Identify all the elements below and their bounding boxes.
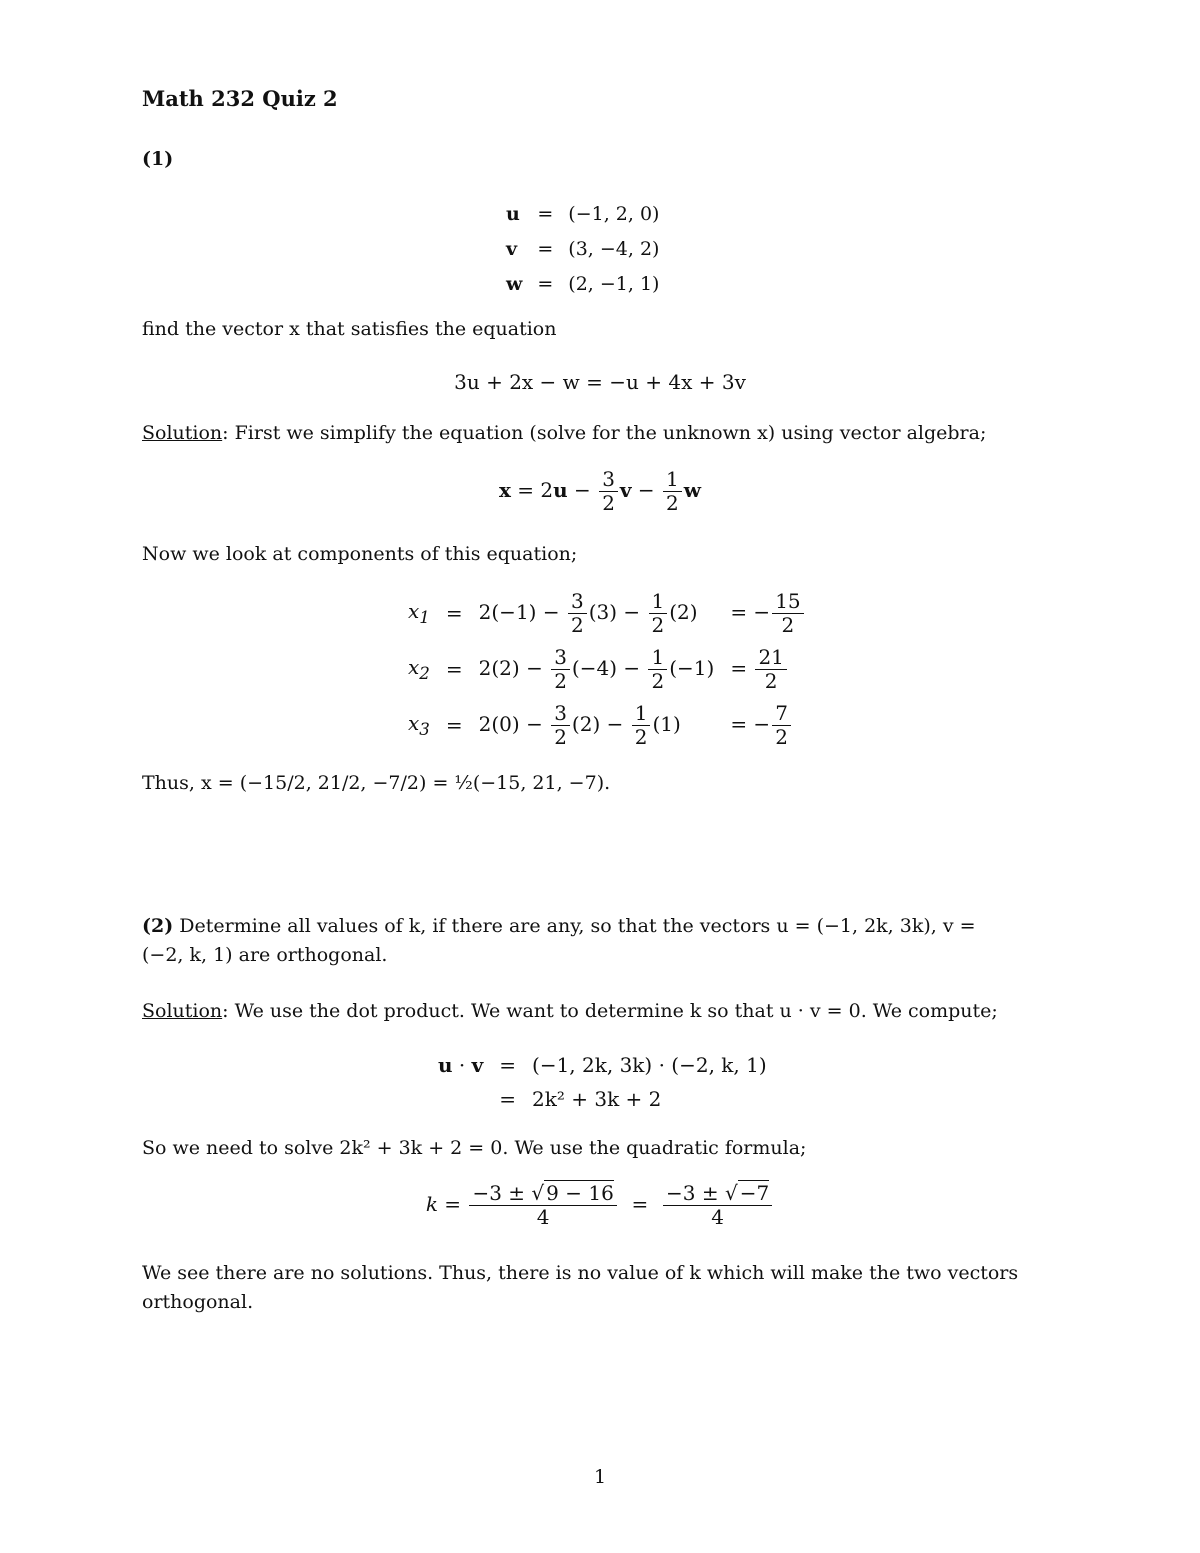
quadratic-formula: k = $\frac{-3 \pm √ 9 - 16}{4}$ = $\frac{-3 \pm √ -7}{4}$ [0, 1182, 1200, 1229]
problem-2-question-cont: (−2, k, 1) are orthogonal. [142, 944, 388, 966]
def-equals: = [537, 272, 554, 295]
problem-1-prompt: find the vector x that satisfies the equation [142, 318, 557, 340]
problem-1-answer: Thus, x = (−15/2, 21/2, −7/2) = ½(−15, 21, −7). [142, 772, 611, 794]
solution-2 [142, 1000, 998, 1022]
conclusion-line-1: We see there are no solutions. Thus, there is no value of k which will make the two vectors [142, 1262, 1019, 1284]
def-equals: = [537, 237, 554, 260]
components-intro: Now we look at components of this equation; [142, 543, 578, 565]
page-title: Math 232 Quiz 2 [142, 86, 338, 111]
dot-line-2: 2k² + 3k + 2 [532, 1087, 662, 1111]
def-lhs-w: w [506, 272, 523, 295]
problem-2-text: Determine all values of k, if there are any, so that the vectors u = (−1, 2k, 3k), v = [179, 915, 976, 937]
component-equations: $x_1$ = 2(−1) − $\frac{3}{2}$ (3) − $\frac{1}{2}$ (2) = − $\frac{15}{2}$ $x_2$ = 2(2) − $\frac{3}{2}$ (−4) − $\frac{1}{2}$ (−1) = $\frac{21}{2}$ $x_3$ = 2(0) − $\frac{3}{2}$ (2) − $\frac{1}{2}$ (1) = − $\frac{7}{2}$ [400, 585, 814, 753]
def-lhs-u: u [506, 202, 520, 225]
conclusion-line-2: orthogonal. [142, 1291, 254, 1313]
solution-label: Solution [142, 1000, 223, 1022]
simplified-equation: x = 2u − $\frac{3}{2}$ v − $\frac{1}{2}$ w [499, 467, 701, 515]
solution-text: : We use the dot product. We want to determine k so that u · v = 0. We compute; [222, 1000, 998, 1022]
def-rhs-v: (3, −4, 2) [568, 237, 660, 260]
problem-1-equation: 3u + 2x − w = −u + 4x + 3v [454, 370, 746, 394]
solution-1 [142, 422, 986, 444]
problem-2-question [142, 915, 1062, 937]
def-rhs-u: (−1, 2, 0) [568, 202, 660, 225]
def-equals: = [537, 202, 554, 225]
def-lhs-v: v [506, 237, 518, 260]
def-rhs-w: (2, −1, 1) [568, 272, 660, 295]
problem-1-number: (1) [142, 148, 174, 170]
solution-text: : First we simplify the equation (solve for the unknown x) using vector algebra; [222, 422, 987, 444]
vector-definitions [505, 196, 660, 301]
page-number: 1 [593, 1466, 607, 1488]
dot-line-1: (−1, 2k, 3k) · (−2, k, 1) [532, 1053, 767, 1077]
solution-label: Solution [142, 422, 223, 444]
problem-2-number: (2) [142, 915, 174, 937]
dot-product-equations: u · v = (−1, 2k, 3k) · (−2, k, 1) = 2k² + 3k + 2 [430, 1048, 775, 1116]
solve-intro: So we need to solve 2k² + 3k + 2 = 0. We use the quadratic formula; [142, 1137, 807, 1159]
